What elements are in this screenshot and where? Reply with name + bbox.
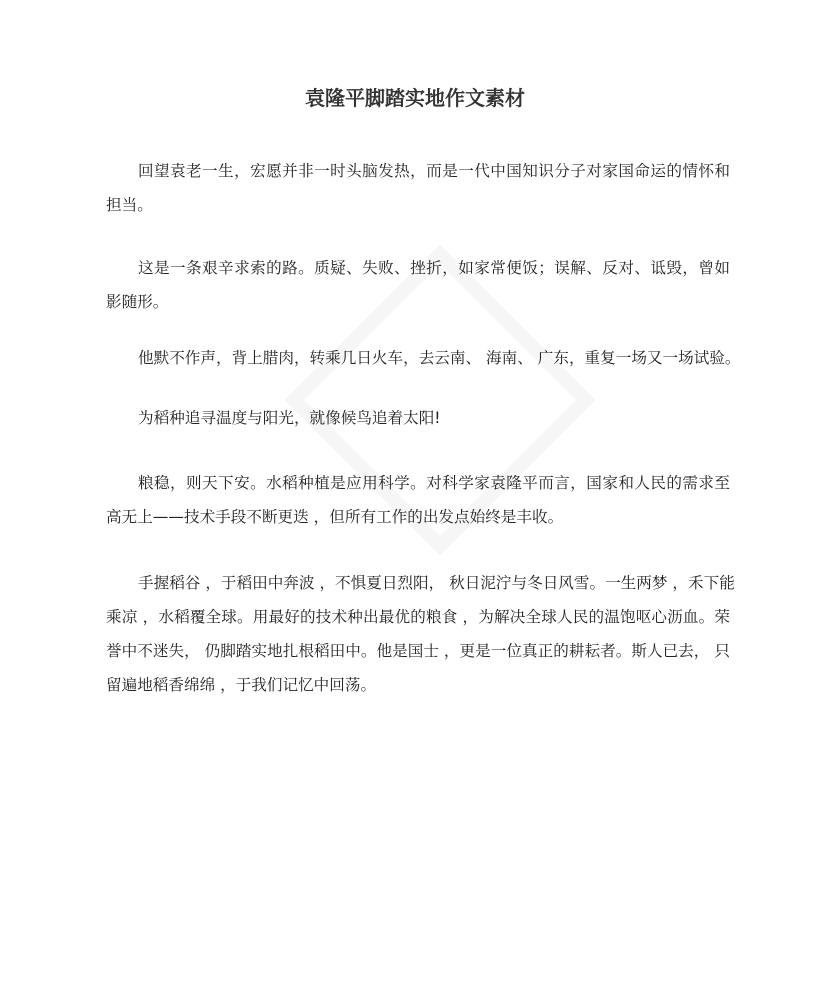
text-line: 影随形。 xyxy=(106,293,169,311)
text-line: 为稻种追寻温度与阳光，就像候鸟追着太阳! xyxy=(138,409,441,427)
paragraph xyxy=(106,566,735,702)
text-line: 担当。 xyxy=(106,196,153,214)
text-line: 留遍地稻香绵绵 ，于我们记忆中回荡。 xyxy=(106,676,377,694)
paragraph xyxy=(106,341,741,375)
text-line: 回望袁老一生，宏愿并非一时头脑发热，而是一代中国知识分子对家国命运的情怀和 xyxy=(138,162,730,180)
paragraph xyxy=(106,251,730,319)
text-line: 他默不作声，背上腊肉，转乘几日火车，去云南、 海南、 广东，重复一场又一场试验。 xyxy=(138,349,741,367)
text-line: 手握稻谷 ，于稻田中奔波 ，不惧夏日烈阳， 秋日泥泞与冬日风雪。一生两梦 ，禾下能 xyxy=(138,574,735,592)
document-title: 袁隆平脚踏实地作文素材 xyxy=(305,86,525,110)
text-line: 乘凉 ，水稻覆全球。用最好的技术种出最优的粮食 ，为解决全球人民的温饱呕心沥血。荣 xyxy=(106,608,730,626)
text-line: 粮稳，则天下安。水稻种植是应用科学。对科学家袁隆平而言，国家和人民的需求至 xyxy=(138,474,730,492)
paragraph xyxy=(106,466,730,534)
paragraph xyxy=(106,154,730,222)
paragraph xyxy=(106,401,730,435)
text-line: 高无上——技术手段不断更迭 ，但所有工作的出发点始终是丰收。 xyxy=(106,508,564,526)
text-line: 这是一条艰辛求索的路。质疑、失败、挫折，如家常便饭；误解、反对、诋毁，曾如 xyxy=(138,259,730,277)
text-line: 誉中不迷失， 仍脚踏实地扎根稻田中。他是国士 ，更是一位真正的耕耘者。斯人已去， 只 xyxy=(106,642,730,660)
